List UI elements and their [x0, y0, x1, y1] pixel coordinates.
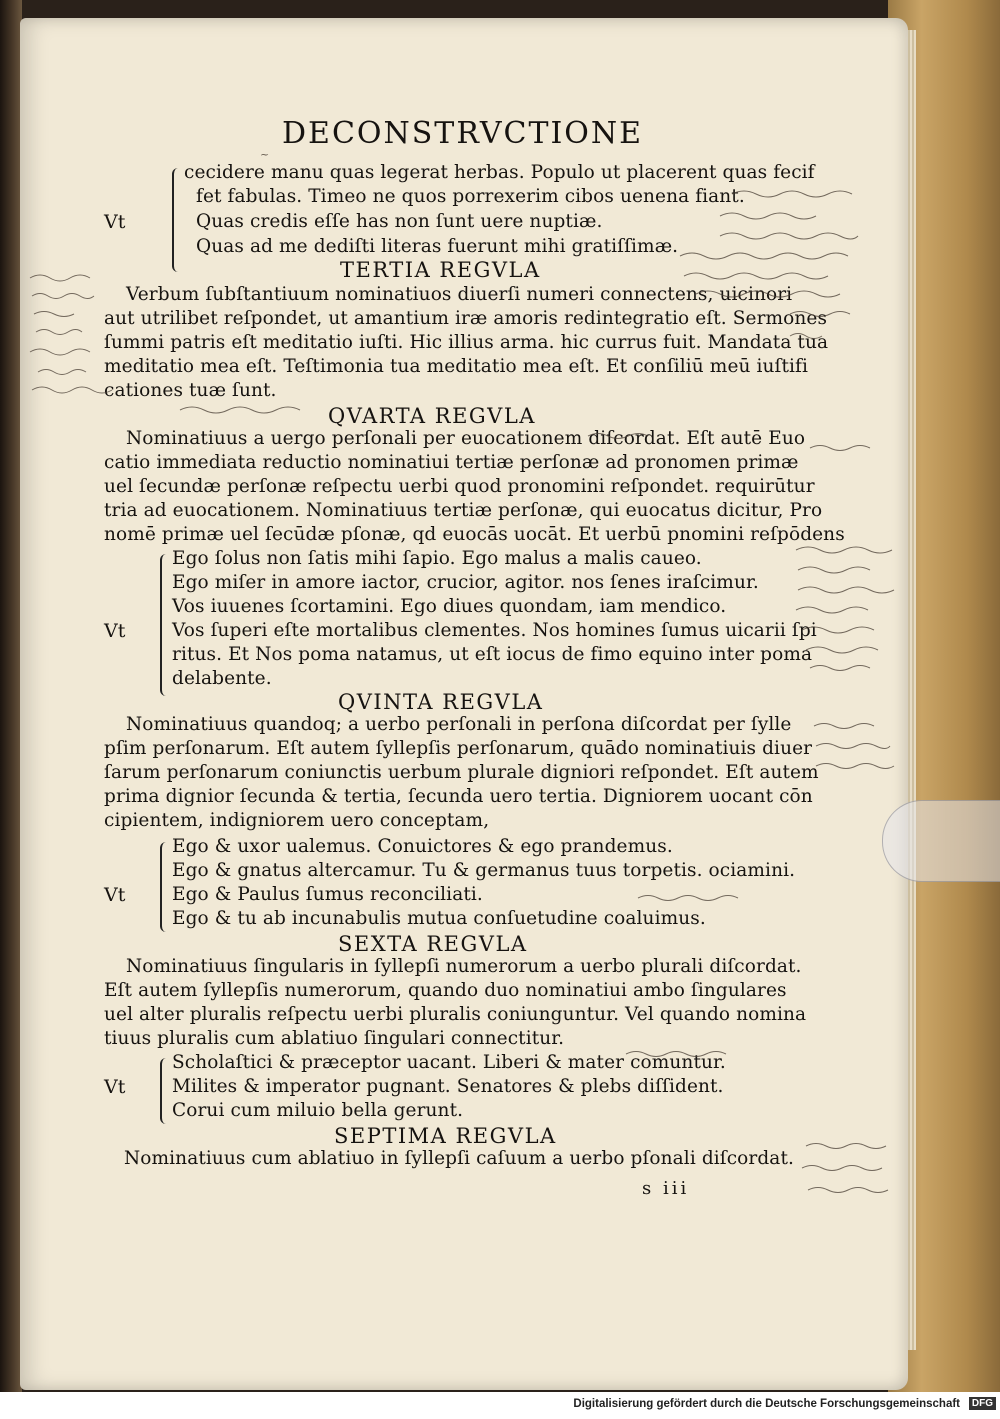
text-line: meditatio mea eſt. Teſtimonia tua meditatio mea eſt. Et conſiliū meū iuſtifi — [104, 356, 808, 377]
text-line: pſim perſonarum. Eſt autem ſyllepſis perſonarum, quādo nominatiuis diuer — [104, 738, 813, 759]
text-line: cipientem, indigniorem uero conceptam, — [104, 810, 490, 831]
vt-label: Vt — [104, 1076, 126, 1098]
text-line: aut utrilibet reſpondet, ut amantium iræ amoris redintegratio eſt. Sermones — [104, 308, 828, 329]
footer-bar — [0, 1392, 1000, 1419]
text-line: Ego & tu ab incunabulis mutua conſuetudine coaluimus. — [172, 908, 706, 929]
section-heading: QVINTA REGVLA — [338, 690, 544, 714]
footer-credit: Digitalisierung gefördert durch die Deutsche Forschungsgemeinschaft — [573, 1398, 960, 1410]
book-page — [20, 18, 908, 1390]
handwritten-marginalia — [20, 18, 908, 1390]
text-line: Nominatiuus a uergo perſonali per euocationem diſcordat. Eſt autē Euo — [126, 428, 806, 449]
text-line: cecidere manu quas legerat herbas. Populo ut placerent quas fecif — [184, 162, 815, 183]
vt-label: Vt — [104, 211, 126, 233]
text-line: Scholaſtici & præceptor uacant. Liberi & mater comuntur. — [172, 1052, 726, 1073]
text-line: ritus. Et Nos poma natamus, ut eſt iocus de fimo equino inter poma — [172, 644, 813, 665]
text-line: Ego & gnatus altercamur. Tu & germanus tuus torpetis. ociamini. — [172, 860, 796, 881]
text-line: Eſt autem ſyllepſis numerorum, quando duo nominatiui ambo ſingulares — [104, 980, 787, 1001]
text-line: uel ſecundæ perſonæ reſpectu uerbi quod pronomini reſpondet. requirūtur — [104, 476, 815, 497]
text-line: prima dignior ſecunda & tertia, ſecunda uero tertia. Digniorem uocant cōn — [104, 786, 813, 807]
text-line: Nominatiuus cum ablatiuo in ſyllepſi caſuum a uerbo pſonali diſcordat. — [124, 1148, 794, 1169]
section-heading: TERTIA REGVLA — [340, 258, 541, 282]
text-line: catio immediata reductio nominatiui tertiæ perſonæ ad pronomen primæ — [104, 452, 799, 473]
section-heading: SEPTIMA REGVLA — [334, 1124, 557, 1148]
text-line: uel alter pluralis reſpectu uerbi pluralis coniunguntur. Vel quando nomina — [104, 1004, 807, 1025]
handwritten-note: ~ — [260, 148, 270, 161]
vt-label: Vt — [104, 884, 126, 906]
text-line: Ego miſer in amore iactor, crucior, agitor. nos ſenes iraſcimur. — [172, 572, 759, 593]
text-line: Corui cum miluio bella gerunt. — [172, 1100, 464, 1121]
text-line: Vos ſuperi eſte mortalibus clementes. Nos homines ſumus uicarii ſpi — [172, 620, 817, 641]
vt-label: Vt — [104, 620, 126, 642]
text-line: Nominatiuus ſingularis in ſyllepſi numerorum a uerbo plurali diſcordat. — [126, 956, 802, 977]
text-line: nomē primæ uel ſecūdæ pſonæ, qd euocās uocāt. Et uerbū pnomini reſpōdens — [104, 524, 845, 545]
page-clip — [882, 800, 1000, 882]
book-binding — [0, 0, 22, 1392]
text-line: Nominatiuus quandoq; a uerbo perſonali in perſona diſcordat per ſylle — [126, 714, 792, 735]
section-heading: SEXTA REGVLA — [338, 932, 528, 956]
text-line: Milites & imperator pugnant. Senatores & plebs diſſident. — [172, 1076, 724, 1097]
text-line: Verbum ſubſtantiuum nominatiuos diuerſi numeri connectens, uicinori — [126, 284, 793, 305]
text-line: fet fabulas. Timeo ne quos porrexerim cibos uenena fiant. — [196, 186, 745, 207]
text-line: Ego & Paulus ſumus reconciliati. — [172, 884, 483, 905]
text-line: Quas credis eſſe has non ſunt uere nuptiæ. — [196, 211, 603, 232]
text-line: Ego & uxor ualemus. Conuictores & ego prandemus. — [172, 836, 673, 857]
section-heading: QVARTA REGVLA — [328, 404, 536, 428]
dfg-logo: DFG — [969, 1397, 996, 1410]
text-line: tria ad euocationem. Nominatiuus tertiæ perſonæ, qui euocatus dicitur, Pro — [104, 500, 823, 521]
signature-mark: s iii — [642, 1178, 690, 1199]
text-line: Quas ad me dediſti literas fuerunt mihi gratiſſimæ. — [196, 236, 679, 257]
text-line: Ego ſolus non ſatis mihi ſapio. Ego malus a malis caueo. — [172, 548, 702, 569]
text-line: ſarum perſonarum coniunctis uerbum plurale digniori reſpondet. Eſt autem — [104, 762, 819, 783]
text-line: tiuus pluralis cum ablatiuo ſingulari connectitur. — [104, 1028, 565, 1049]
text-line: Vos iuuenes ſcortamini. Ego diues quondam, iam mendico. — [172, 596, 727, 617]
text-line: delabente. — [172, 668, 272, 689]
text-line: cationes tuæ ſunt. — [104, 380, 277, 401]
page-title: DECONSTRVCTIONE — [282, 116, 644, 151]
text-line: ſummi patris eſt meditatio iuſti. Hic illius arma. hic currus fuit. Mandata tua — [104, 332, 829, 353]
